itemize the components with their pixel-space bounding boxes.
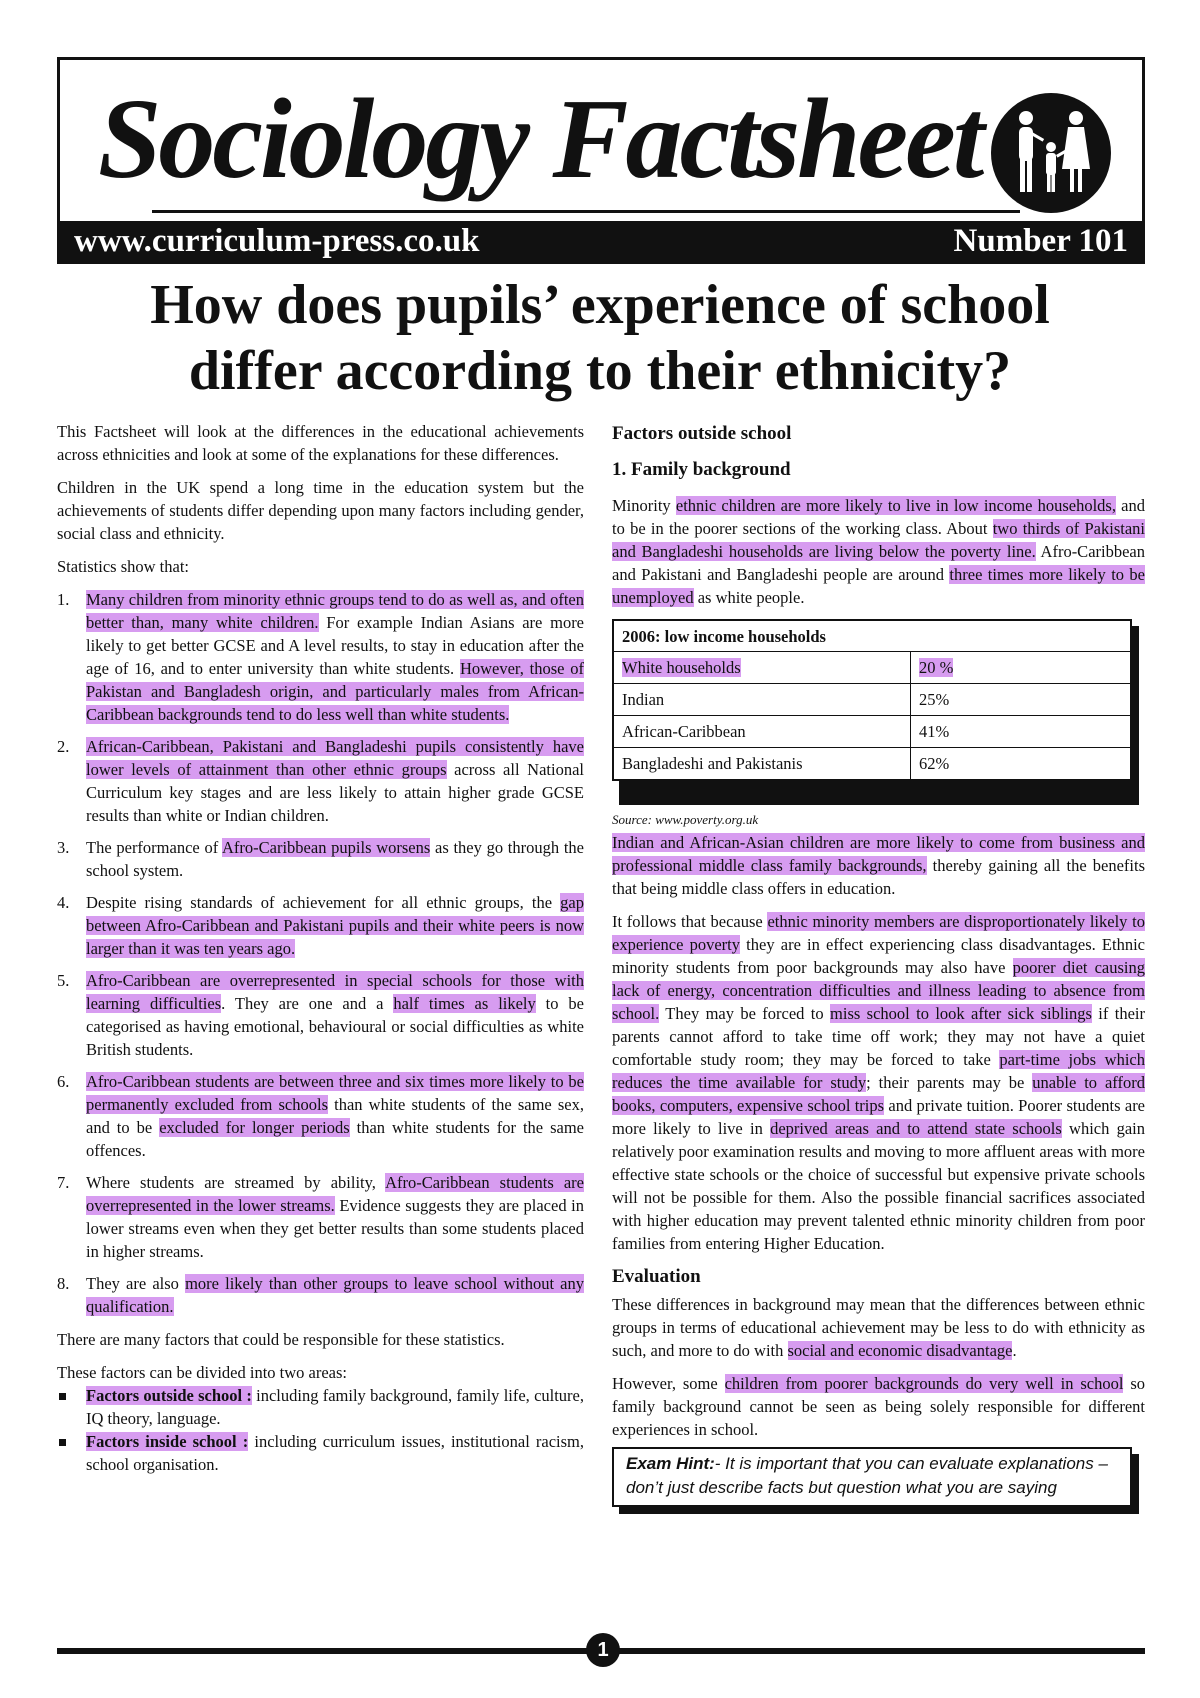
exam-hint (612, 1447, 1132, 1507)
list-item: Factors inside school : including curriculum issues, institutional racism, school organisation. (57, 1430, 584, 1476)
list-item: 3. The performance of Afro-Caribbean pupils worsens as they go through the school system. (57, 838, 584, 880)
table-source: Source: www.poverty.org.uk (612, 812, 759, 827)
list-item: 8. They are also more likely than other groups to leave school without any qualification. (57, 1274, 585, 1316)
however-paragraph: However, some children from poorer backgrounds do very well in school so family background cannot be seen as being solely responsible for different experiences in school. (612, 1374, 1145, 1439)
list-item: 5. Afro-Caribbean are overrepresented in special schools for those with learning difficulties. They are one and a half times as likely to be categorised as having emotional, behavioural or social difficulties as white British students. (57, 971, 584, 1059)
headline-line-2: differ according to their ethnicity? (188, 340, 1012, 402)
issue-number: Number 101 (953, 223, 1128, 259)
factors-paragraph: There are many factors that could be responsible for these statistics. (57, 1330, 505, 1349)
left-column (57, 420, 584, 1476)
section-heading: Factors outside school (612, 423, 792, 444)
evaluation-heading: Evaluation (612, 1266, 701, 1287)
context-paragraph: Children in the UK spend a long time in the education system but the achievements of students differ depending upon many factors including gender, social class and ethnicity. (57, 478, 584, 543)
highlight: White households (622, 658, 741, 677)
highlight: However, those of Pakistan and Bangladesh origin, and particularly males from African-Caribbean backgrounds tend to do less well than white students. (86, 659, 585, 724)
family-background-paragraph: Minority ethnic children are more likely to live in low income households, and to be in the poorer sections of the working class. About two thirds of Pakistani and Bangladeshi households are living below the poverty line. Afro-Caribbean and Pakistani and Bangladeshi people are around three times more likely to be unemployed as white people. (612, 496, 1146, 607)
highlight: three times more likely to be unemployed (612, 565, 1146, 607)
highlight: more likely than other groups to leave school without any qualification. (86, 1274, 585, 1316)
highlight: poorer diet causing lack of energy, concentration difficulties and illness leading to absence from school. (612, 958, 1145, 1023)
list-item: Factors outside school : including family background, family life, culture, IQ theory, language. (57, 1384, 584, 1430)
statistics-list (57, 588, 584, 1318)
website-url: www.curriculum-press.co.uk (74, 223, 480, 259)
highlight: ethnic minority members are disproportionately likely to experience poverty (612, 912, 1145, 954)
highlight: ethnic children are more likely to live in low income households, (675, 496, 1116, 515)
statistics-intro: Statistics show that: (57, 557, 189, 576)
masthead-strip (60, 221, 1142, 261)
family-silhouette-icon (990, 92, 1112, 214)
headline-line-1: How does pupils’ experience of school (150, 274, 1050, 336)
table-row: Bangladeshi and Pakistanis 62% (613, 748, 1131, 781)
brand-title: Sociology Factsheet (98, 75, 982, 202)
highlight: gap between Afro-Caribbean and Pakistani pupils and their white peers is now larger than it was ten years ago. (86, 893, 584, 958)
exam-hint-box (612, 1447, 1132, 1513)
highlight: Afro-Caribbean are overrepresented in special schools for those with learning difficulties (86, 971, 584, 1013)
highlight: children from poorer backgrounds do very well in school (724, 1374, 1124, 1393)
exam-hint-text: - It is important that you can evaluate explanations – don’t just describe facts but question what you are saying (626, 1454, 1108, 1497)
list-item: 1. Many children from minority ethnic groups tend to do as well as, and often better than, many white children. For example Indian Asians are more likely to get better GCSE and A level results, to stay in education after the age of 16, and to enter university than white students. However, those of Pakistan and Bangladesh origin, and particularly males from African-Caribbean backgrounds tend to do less well than white students. (57, 590, 585, 724)
low-income-table-box (612, 619, 1139, 805)
highlight: African-Caribbean, Pakistani and Bangladeshi pupils consistently have lower levels of attainment than other ethnic groups (86, 737, 584, 779)
list-item: 2. African-Caribbean, Pakistani and Bangladeshi pupils consistently have lower levels of attainment than other ethnic groups across all National Curriculum key stages and are less likely to attain higher grade GCSE results than white or Indian children. (57, 737, 584, 825)
list-item: 7. Where students are streamed by ability, Afro-Caribbean students are overrepresented in the lower streams. Evidence suggests they are placed in lower streams even when they get better results than some students placed in higher streams. (57, 1173, 584, 1261)
highlight: Afro-Caribbean students are overrepresented in the lower streams. (86, 1173, 584, 1215)
highlight: Indian and African-Asian children are more likely to come from business and professional middle class family backgrounds, (612, 833, 1145, 875)
highlight: deprived areas and to attend state schools (770, 1119, 1062, 1138)
highlight: excluded for longer periods (159, 1118, 350, 1137)
highlight: Factors inside school : (86, 1432, 249, 1451)
brand-underline (152, 210, 1020, 213)
highlight: unable to afford books, computers, expensive school trips (612, 1073, 1145, 1115)
bullet-icon (59, 1393, 66, 1400)
highlight: half times as likely (393, 994, 536, 1013)
highlight: Many children from minority ethnic groups tend to do as well as, and often better than, many white children. (86, 590, 584, 632)
table-row: Indian 25% (613, 684, 1131, 716)
highlight: Afro-Caribbean pupils worsens (222, 838, 431, 857)
middle-class-paragraph: Indian and African-Asian children are more likely to come from business and professional middle class family backgrounds, thereby gaining all the benefits that being middle class offers in education. (612, 833, 1145, 898)
highlight: part-time jobs which reduces the time available for study (612, 1050, 1145, 1092)
highlight: Afro-Caribbean students are between three and six times more likely to be permanently excluded from schools (86, 1072, 584, 1114)
evaluation-paragraph: These differences in background may mean that the differences between ethnic groups in terms of educational achievement may be less to do with ethnicity as such, and more to do with social and economic disadvantage. (612, 1295, 1145, 1360)
masthead (57, 57, 1145, 264)
list-item: 4. Despite rising standards of achievement for all ethnic groups, the gap between Afro-Caribbean and Pakistani pupils and their white peers is now larger than it was ten years ago. (57, 893, 584, 958)
table-caption: 2006: low income households (613, 620, 1131, 652)
page-number: 1 (586, 1633, 620, 1667)
table-row (613, 652, 1131, 684)
highlight: two thirds of Pakistani and Bangladeshi households are living below the poverty line. (612, 519, 1145, 561)
highlight: social and economic disadvantage (787, 1341, 1013, 1360)
table-row: African-Caribbean 41% (613, 716, 1131, 748)
highlight: Factors outside school : (86, 1386, 252, 1405)
areas-intro: These factors can be divided into two areas: (57, 1363, 348, 1382)
right-column (612, 422, 1145, 1513)
low-income-table (612, 619, 1132, 781)
list-item: 6. Afro-Caribbean students are between three and six times more likely to be permanently excluded from schools than white students of the same sex, and to be excluded for longer periods than white students for the same offences. (57, 1072, 584, 1160)
headline (60, 272, 1140, 404)
subsection-heading: 1. Family background (612, 459, 791, 480)
exam-hint-label: Exam Hint: (626, 1454, 715, 1473)
poverty-paragraph: It follows that because ethnic minority members are disproportionately likely to experience poverty they are in effect experiencing class disadvantages. Ethnic minority students from poor backgrounds may also have poorer diet causing lack of energy, concentration difficulties and illness leading to absence from school. They may be forced to miss school to look after sick siblings if their parents cannot afford to take time off work; they may not have a quiet comfortable study room; they may be forced to take part-time jobs which reduces the time available for study; their parents may be unable to afford books, computers, expensive school trips and private tuition. Poorer students are more likely to live in deprived areas and to attend state schools which gain relatively poor examination results and moving to more affluent areas with more effective state schools or the choice of successful but expensive private schools will not be possible for them. Also the possible financial sacrifices associated with higher education may prevent talented ethnic minority children from poor families from entering Higher Education. (612, 912, 1146, 1253)
highlight: miss school to look after sick siblings (830, 1004, 1092, 1023)
highlight: 20 % (919, 658, 954, 677)
intro-paragraph: This Factsheet will look at the differences in the educational achievements across ethnicities and look at some of the explanations for these differences. (57, 422, 584, 464)
bullet-icon (59, 1439, 66, 1446)
factor-areas-list (57, 1384, 584, 1476)
